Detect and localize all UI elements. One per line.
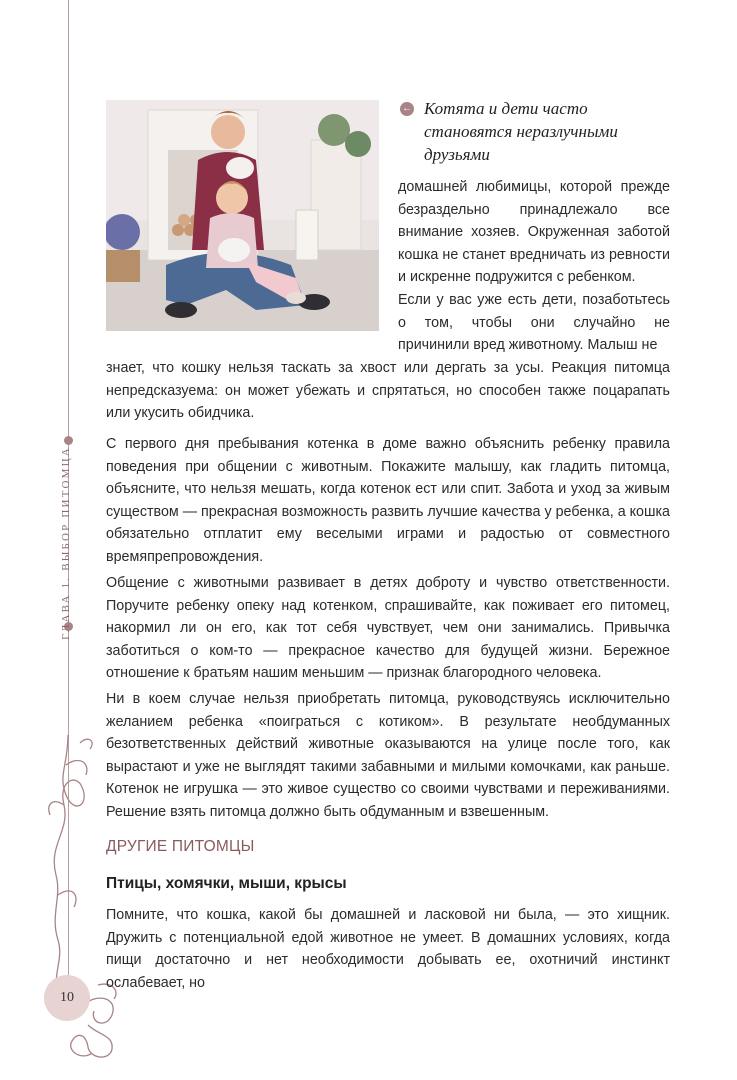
paragraph-1: домашней любимицы, которой прежде безраздельно принадлежало все внимание хозяев. Окруженная заботой кошка не станет вредничать из ревности и искренне подружится с ребенком. <box>398 179 670 286</box>
chapter-label: ГЛАВА 1. ВЫБОР ПИТОМЦА <box>60 446 72 640</box>
page-number: 10 <box>60 990 74 1005</box>
subsection-heading: Птицы, хомячки, мыши, крысы <box>106 875 347 892</box>
section-heading: ДРУГИЕ ПИТОМЦЫ <box>106 838 255 855</box>
caption-text: Котята и дети часто становятся неразлучными друзьями <box>424 99 618 164</box>
paragraph-2-top: Если у вас уже есть дети, позаботьтесь о том, чтобы они случайно не причинили вред животному. Малыш не <box>398 292 670 354</box>
photo-caption <box>400 97 670 166</box>
paragraph-4: Общение с животными развивает в детях доброту и чувство ответственности. Поручите ребенку опеку над котенком, спрашивайте, как поживает его питомец, накормил ли он его, как тот себя чувствует, чем они занимались. Привычка заботиться о ком-то — прекрасное качество для будущей жизни. Бережное отношение к братьям нашим меньшим — признак благородного человека. <box>106 575 670 682</box>
paragraph-2-bottom: знает, что кошку нельзя таскать за хвост или дергать за усы. Реакция питомца непредсказуема: он может убежать и спрятаться, но способен также поцарапать или укусить обидчика. <box>106 360 670 422</box>
paragraph-6: Помните, что кошка, какой бы домашней и ласковой ни была, — это хищник. Дружить с потенциальной едой животное не умеет. В домашних условиях, когда пищи достаточно и нет необходимости добывать ее, охотничий инстинкт ослабевает, но <box>106 907 670 991</box>
paragraph-3: С первого дня пребывания котенка в доме важно объяснить ребенку правила поведения при общении с животным. Покажите малышу, как гладить питомца, объясните, что нельзя мешать, когда котенок ест или спит. Забота и уход за живым существом — прекрасная возможность развить лучшие качества у ребенка, а кошка обязательно отплатит ему веселыми играми и радостью от совместного времяпрепровождения. <box>106 436 670 565</box>
arrow-left-icon: ← <box>402 103 412 114</box>
photo-children-with-cat <box>106 100 379 331</box>
paragraph-5: Ни в коем случае нельзя приобретать питомца, руководствуясь исключительно желанием ребенка «поиграться с котиком». В результате необдуманных безответственных действий животные оказываются на улице после того, как вырастают и уже не выглядят такими забавными и милыми комочками, как раньше. Котенок не игрушка — это живое существо со своими чувствами и переживаниями. Решение взять питомца должно быть обдуманным и взвешенным. <box>106 691 670 820</box>
page-number-badge <box>44 975 90 1021</box>
